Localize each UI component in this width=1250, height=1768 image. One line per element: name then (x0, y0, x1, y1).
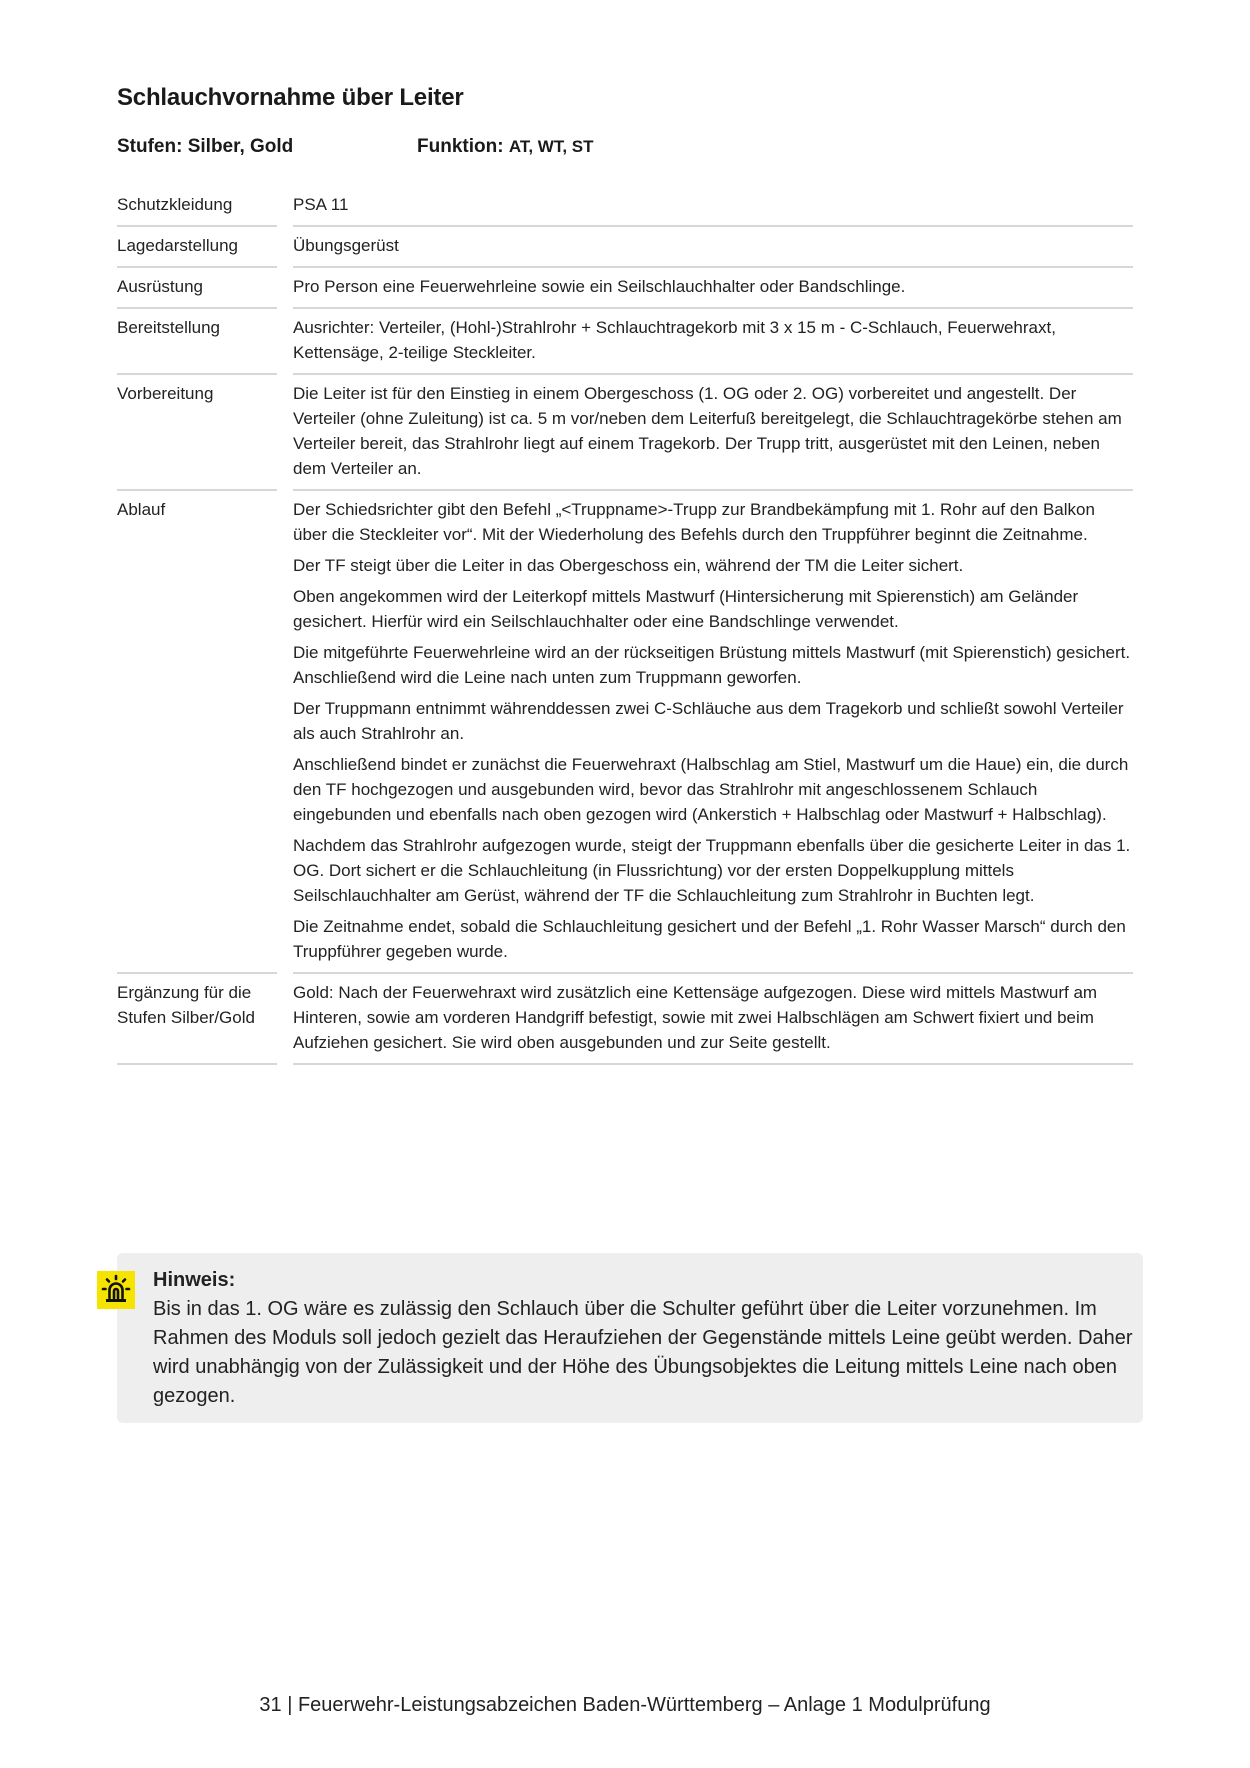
row-label: Schutzkleidung (117, 190, 277, 227)
funktion (417, 136, 594, 158)
row-paragraph: Der Truppmann entnimmt währenddessen zwei C-Schläuche aus dem Tragekorb und schließt sowohl Verteiler als auch Strahlrohr an. (293, 699, 1124, 743)
row-label: Bereitstellung (117, 309, 277, 375)
row-label: Lagedarstellung (117, 227, 277, 268)
table-row-ausruestung (117, 268, 1133, 309)
row-paragraph: Die mitgeführte Feuerwehrleine wird an der rückseitigen Brüstung mittels Mastwurf (mit Spierenstich) gesichert. Anschließend wird die Leine nach unten zum Truppmann geworfen. (293, 643, 1131, 687)
table-row-lagedarstellung (117, 227, 1133, 268)
table-row-vorbereitung (117, 375, 1133, 491)
hint-content (153, 1266, 1133, 1411)
row-paragraph: Der Schiedsrichter gibt den Befehl „<Truppname>-Trupp zur Brandbekämpfung mit 1. Rohr auf den Balkon über die Steckleiter vor“. Mit der Wiederholung des Befehls durch den Truppführer beginnt die Zeitnahme. (293, 500, 1095, 544)
row-value (293, 227, 1133, 268)
row-value (293, 491, 1133, 974)
row-paragraph: Oben angekommen wird der Leiterkopf mittels Mastwurf (Hintersicherung mit Spierenstich) am Geländer gesichert. Hierfür wird ein Seilschlauchhalter oder eine Bandschlinge verwendet. (293, 587, 1079, 631)
funktion-value: AT, WT, ST (508, 137, 594, 156)
page-footer: 31 | Feuerwehr-Leistungsabzeichen Baden-Württemberg – Anlage 1 Modulprüfung (259, 1694, 991, 1716)
row-label: Ausrüstung (117, 268, 277, 309)
row-label: Ablauf (117, 491, 277, 974)
row-paragraph: Anschließend bindet er zunächst die Feuerwehraxt (Halbschlag am Stiel, Mastwurf um die Haue) ein, die durch den TF hochgezogen und ausgebunden wird, bevor das Strahlrohr mit angeschlossenem Schlauch eingebunden und ebenfalls nach oben gezogen wird (Ankerstich + Halbschlag oder Mastwurf + Halbschlag). (293, 755, 1129, 824)
row-value (293, 190, 1133, 227)
hint-text: Bis in das 1. OG wäre es zulässig den Schlauch über die Schulter geführt über die Leiter vorzunehmen. Im Rahmen des Moduls soll jedoch gezielt das Heraufziehen der Gegenstände mittels Leine geübt werden. Daher wird unabhängig von der Zulässigkeit und der Höhe des Übungsobjektes die Leitung mittels Leine nach oben gezogen. (153, 1298, 1133, 1407)
row-paragraph: Übungsgerüst (293, 236, 399, 255)
info-table (117, 190, 1133, 1065)
row-value (293, 268, 1133, 309)
row-paragraph: Der TF steigt über die Leiter in das Obergeschoss ein, während der TM die Leiter sichert. (293, 556, 964, 575)
table-row-schutzkleidung (117, 190, 1133, 227)
row-value (293, 974, 1133, 1065)
alarm-light-icon (97, 1271, 135, 1309)
hint-title: Hinweis: (153, 1269, 236, 1291)
row-paragraph: Nachdem das Strahlrohr aufgezogen wurde, steigt der Truppmann ebenfalls über die gesicherte Leiter in das 1. OG. Dort sichert er die Schlauchleitung (in Flussrichtung) vor der ersten Doppelkupplung mittels Seilschlauchhalter am Gerüst, während der TF die Schlauchleitung zum Strahlrohr in Buchten legt. (293, 836, 1131, 905)
table-row-ablauf (117, 491, 1133, 974)
stufen-label: Stufen: Silber, Gold (117, 136, 294, 157)
row-paragraph: PSA 11 (293, 195, 349, 214)
page-title: Schlauchvornahme über Leiter (117, 84, 464, 111)
row-value (293, 375, 1133, 491)
row-paragraph: Die Leiter ist für den Einstieg in einem Obergeschoss (1. OG oder 2. OG) vorbereitet und angestellt. Der Verteiler (ohne Zuleitung) ist ca. 5 m vor/neben dem Leiterfuß bereitgelegt, die Schlauchtragekörbe stehen am Verteiler bereit, das Strahlrohr liegt auf einem Tragekorb. Der Trupp tritt, ausgerüstet mit den Leinen, neben dem Verteiler an. (293, 384, 1122, 478)
row-paragraph: Ausrichter: Verteiler, (Hohl-)Strahlrohr + Schlauchtragekorb mit 3 x 15 m - C-Schlauch, Feuerwehraxt, Kettensäge, 2-teilige Steckleiter. (293, 318, 1056, 362)
row-paragraph: Die Zeitnahme endet, sobald die Schlauchleitung gesichert und der Befehl „1. Rohr Wasser Marsch“ durch den Truppführer gegeben wurde. (293, 917, 1126, 961)
row-label: Ergänzung für die Stufen Silber/Gold (117, 974, 277, 1065)
table-row-ergaenzung (117, 974, 1133, 1065)
row-paragraph: Gold: Nach der Feuerwehraxt wird zusätzlich eine Kettensäge aufgezogen. Diese wird mittels Mastwurf am Hinteren, sowie am vorderen Handgriff befestigt, sowie mit zwei Halbschlägen am Schwert fixiert und beim Aufziehen gesichert. Sie wird oben ausgebunden und zur Seite gestellt. (293, 983, 1098, 1052)
table-row-bereitstellung (117, 309, 1133, 375)
row-value (293, 309, 1133, 375)
funktion-label: Funktion: (417, 136, 504, 157)
row-paragraph: Pro Person eine Feuerwehrleine sowie ein Seilschlauchhalter oder Bandschlinge. (293, 277, 906, 296)
row-label: Vorbereitung (117, 375, 277, 491)
